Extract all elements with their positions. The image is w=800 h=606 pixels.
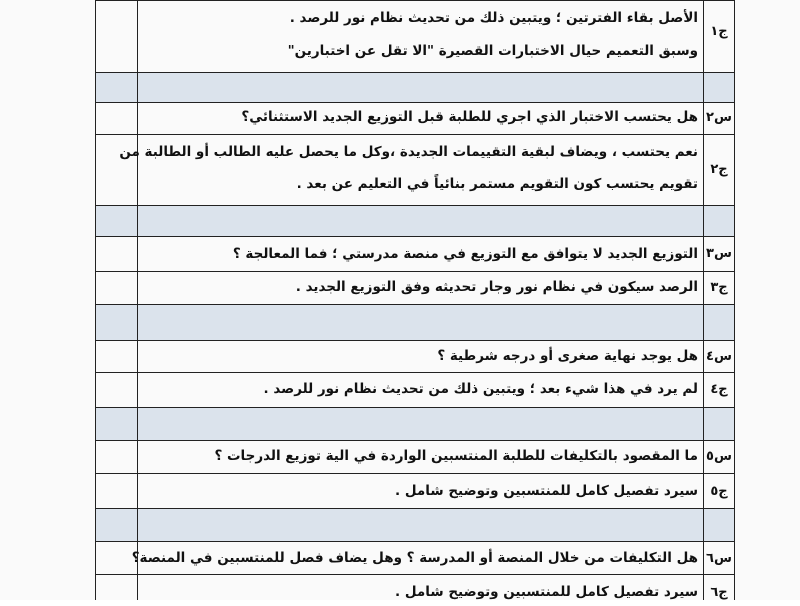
row-divider [95, 574, 735, 575]
table-column-divider [703, 0, 704, 600]
separator-band [96, 304, 734, 340]
question-text: هل يوجد نهاية صغرى أو درجه شرطية ؟ [437, 348, 698, 364]
answer-text: نعم يحتسب ، ويضاف لبقية التقييمات الجديدة ،وكل ما يحصل عليه الطالب أو الطالبة من [119, 144, 698, 160]
answer-text: تقويم يحتسب كون التقويم مستمر بنائياً في التعليم عن بعد . [296, 176, 698, 192]
table-border-right [734, 0, 735, 600]
separator-band [96, 72, 734, 102]
row-divider [95, 304, 735, 305]
answer-text: سيرد تفصيل كامل للمنتسبين وتوضيح شامل . [395, 483, 698, 499]
answer-text: وسبق التعميم حيال الاختبارات القصيرة "الا تقل عن اختبارين" [287, 43, 698, 59]
answer-text: سيرد تفصيل كامل للمنتسبين وتوضيح شامل . [395, 584, 698, 600]
row-divider [95, 372, 735, 373]
table-border-left [95, 0, 96, 600]
answer-text: الرصد سيكون في نظام نور وجار تحديثه وفق التوزيع الجديد . [295, 279, 698, 295]
separator-band [96, 205, 734, 236]
row-divider [95, 236, 735, 237]
row-divider [95, 72, 735, 73]
row-divider [95, 407, 735, 408]
row-divider [95, 340, 735, 341]
question-text: هل التكليفات من خلال المنصة أو المدرسة ؟ وهل يضاف فصل للمنتسبين في المنصة؟ [131, 550, 698, 566]
row-divider [95, 271, 735, 272]
row-divider [95, 205, 735, 206]
question-text: التوزيع الجديد لا يتوافق مع التوزيع في منصة مدرستي ؛ فما المعالجة ؟ [232, 246, 698, 262]
row-divider [95, 134, 735, 135]
separator-band [96, 508, 734, 541]
row-divider [95, 0, 735, 1]
row-label: س٤ [706, 349, 732, 364]
row-label: ج١ [710, 24, 728, 39]
row-divider [95, 541, 735, 542]
answer-text: لم يرد في هذا شيء بعد ؛ ويتبين ذلك من تحديث نظام نور للرصد . [263, 381, 698, 397]
row-label: س٦ [706, 551, 732, 566]
row-label: ج٣ [710, 280, 728, 295]
row-label: س٢ [706, 110, 732, 125]
separator-band [96, 407, 734, 440]
row-label: ج٦ [710, 585, 728, 600]
row-label: ج٥ [710, 484, 728, 499]
row-label: س٥ [706, 449, 732, 464]
row-divider [95, 508, 735, 509]
row-label: ج٢ [710, 162, 728, 177]
row-divider [95, 473, 735, 474]
row-divider [95, 440, 735, 441]
question-text: هل يحتسب الاختبار الذي اجري للطلبة قبل التوزيع الجديد الاستثنائي؟ [241, 109, 698, 125]
answer-text: الأصل بقاء الفترتين ؛ ويتبين ذلك من تحديث نظام نور للرصد . [289, 10, 698, 26]
row-label: س٣ [706, 246, 732, 261]
row-label: ج٤ [710, 382, 728, 397]
question-text: ما المقصود بالتكليفات للطلبة المنتسبين الواردة في الية توزيع الدرجات ؟ [214, 448, 698, 464]
